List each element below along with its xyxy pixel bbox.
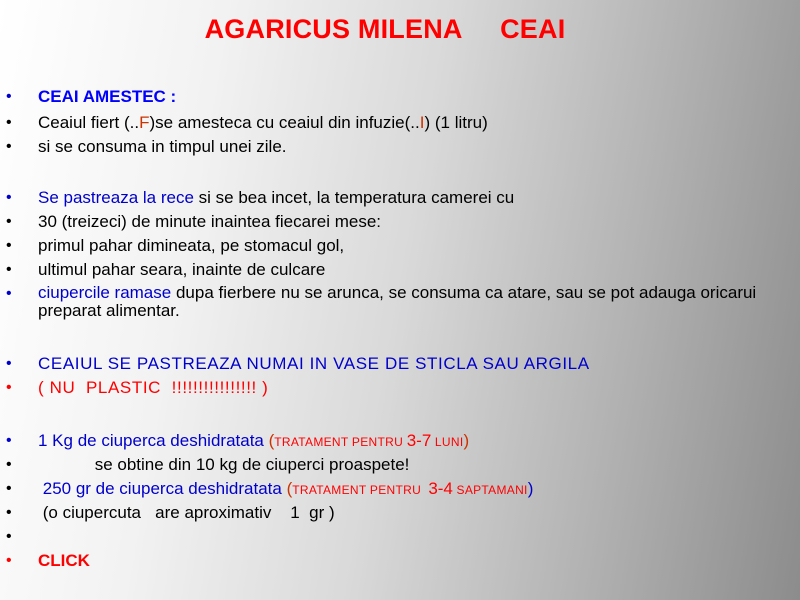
text-segment: ( bbox=[281, 479, 293, 498]
text-segment-small: SAPTAMANI bbox=[452, 483, 528, 497]
bullet-dot: • bbox=[6, 138, 12, 155]
line-text bbox=[38, 479, 778, 500]
text-segment: ) (1 litru) bbox=[424, 113, 488, 132]
bullet-dot: • bbox=[6, 261, 12, 278]
bullet-dot: • bbox=[6, 552, 12, 569]
bullet-dot: • bbox=[6, 114, 12, 131]
text-segment-small: LUNI bbox=[431, 435, 464, 449]
text-segment-blue: Se pastreaza la rece bbox=[38, 188, 194, 207]
bullet-dot: • bbox=[6, 213, 12, 230]
line-text bbox=[38, 431, 778, 452]
line-text bbox=[38, 284, 778, 320]
text-segment: 3-4 bbox=[428, 479, 453, 498]
bullet-dot: • bbox=[6, 456, 12, 473]
text-segment: si se bea incet, la temperatura camerei cu bbox=[193, 188, 515, 207]
line-text: (o ciupercuta are aproximativ 1 gr ) bbox=[38, 503, 335, 522]
bullet-dot: • bbox=[6, 189, 12, 206]
bullet-dot: • bbox=[6, 88, 12, 105]
click-link[interactable]: CLICK bbox=[38, 551, 90, 570]
text-segment: ) bbox=[463, 431, 470, 450]
text-segment-blue: 250 gr de ciuperca deshidratata bbox=[38, 479, 282, 498]
line-text: si se consuma in timpul unei zile. bbox=[38, 137, 287, 156]
bullet-dot: • bbox=[6, 355, 12, 372]
line-text: se obtine din 10 kg de ciuperci proaspete! bbox=[38, 455, 410, 474]
bullet-dot: • bbox=[6, 504, 12, 521]
bullet-dot: • bbox=[6, 480, 12, 497]
line-text: ( NU PLASTIC !!!!!!!!!!!!!!!! ) bbox=[38, 378, 269, 397]
text-segment-blue: 1 Kg de ciuperca deshidratata bbox=[38, 431, 264, 450]
line-text bbox=[38, 188, 778, 207]
line-text: ultimul pahar seara, inainte de culcare bbox=[38, 260, 326, 279]
line-text: primul pahar dimineata, pe stomacul gol, bbox=[38, 236, 345, 255]
bullet-dot: • bbox=[6, 379, 12, 396]
text-segment: dupa fierbere nu se arunca, se consuma ca atare, sau se pot adauga oricarui preparat alimentar. bbox=[38, 283, 761, 320]
text-segment: ) bbox=[527, 479, 534, 498]
slide-title: AGARICUS MILENA CEAI bbox=[204, 14, 566, 44]
text-segment-small: TRATAMENT PENTRU bbox=[274, 435, 407, 449]
bullet-dot: • bbox=[6, 237, 12, 254]
text-segment: 3-7 bbox=[406, 431, 432, 450]
bullet-dot: • bbox=[6, 432, 12, 449]
text-segment: )se amesteca cu ceaiul din infuzie(.. bbox=[149, 113, 420, 132]
line-text: 30 (treizeci) de minute inaintea fiecarei mese: bbox=[38, 212, 381, 231]
text-segment-blue: ciupercile ramase bbox=[38, 283, 172, 302]
text-segment-small: TRATAMENT PENTRU bbox=[292, 483, 429, 497]
heading-ceai-amestec: CEAI AMESTEC : bbox=[38, 87, 177, 106]
text-segment-f: F bbox=[139, 113, 150, 132]
text-segment: ( bbox=[263, 431, 275, 450]
line-text bbox=[38, 113, 778, 132]
line-text: CEAIUL SE PASTREAZA NUMAI IN VASE DE STICLA SAU ARGILA bbox=[38, 354, 590, 373]
bullet-dot: • bbox=[6, 285, 12, 302]
text-segment-i: I bbox=[419, 113, 425, 132]
bullet-dot: • bbox=[6, 528, 12, 545]
text-segment: Ceaiul fiert (.. bbox=[38, 113, 140, 132]
